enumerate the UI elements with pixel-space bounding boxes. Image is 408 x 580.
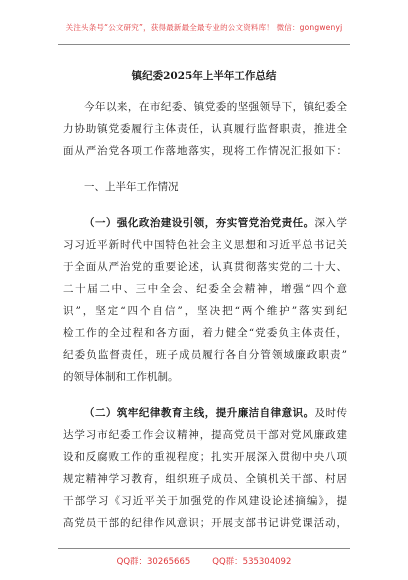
paragraph-line: 高党员干部的纪律作风意识；开展支部书记讲党课活动， [63,517,347,529]
item1-first-line [63,212,347,234]
intro-line: 力协助镇党委履行主体责任，认真履行监督职责，推进全 [63,123,347,135]
paragraph-line: 达学习市纪委工作会议精神，提高党员干部对党风廉政建 [63,429,347,441]
qq-group-1: QQ群：30265665 [116,557,191,567]
paragraph-line: 设和反腐败工作的重视程度；扎实开展深入贯彻中央八项 [63,451,347,463]
document-body [63,96,347,534]
intro-line: 今年以来，在市纪委、镇党委的坚强领导下，镇纪委全 [84,101,347,113]
item1-first-rest: 深入学 [314,217,347,229]
item2-first-line [63,402,347,424]
paragraph-line: 二十届二中、三中全会、纪委全会精神，增强“四个意 [63,283,347,295]
contact-footer [0,555,408,567]
header-divider [58,44,350,45]
paragraph-line: 干部学习《习近平关于加强党的作风建设论述摘编》，提 [63,495,347,507]
paragraph-line: 习习近平新时代中国特色社会主义思想和习近平总书记关 [63,239,347,251]
item2-lead: （二）筑牢纪律教育主线，提升廉洁自律意识。 [84,407,315,419]
qq-group-2: QQ群：535304092 [212,557,292,567]
paragraph-line: 于全面从严治党的重要论述，认真贯彻落实党的二十大、 [63,261,347,273]
promo-header: 关注头条号“公文研究”，获得最新最全最专业的公文资料库！ 微信：gongwenyj [65,23,343,32]
intro-line: 面从严治党各项工作落地落实，现将工作情况汇报如下： [63,145,347,157]
paragraph-line: 检工作的全过程和各方面，着力健全“党委负主体责任， [63,327,347,339]
document-title: 镇纪委2025年上半年工作总结 [131,70,277,82]
paragraph-line: 识”，坚定“四个自信”，坚决把“两个维护”落实到纪 [63,305,347,317]
paragraph-line: 纪委负监督责任，班子成员履行各自分管领域廉政职责” [63,349,347,361]
paragraph-line: 的领导体制和工作机制。 [63,371,179,383]
item2-first-rest: 及时传 [314,407,347,419]
section-heading: 一、上半年工作情况 [84,181,179,193]
item1-lead: （一）强化政治建设引领，夯实管党治党责任。 [84,217,315,229]
footer-divider [58,548,350,549]
paragraph-line: 规定精神学习教育，组织班子成员、全镇机关干部、村居 [63,473,347,485]
